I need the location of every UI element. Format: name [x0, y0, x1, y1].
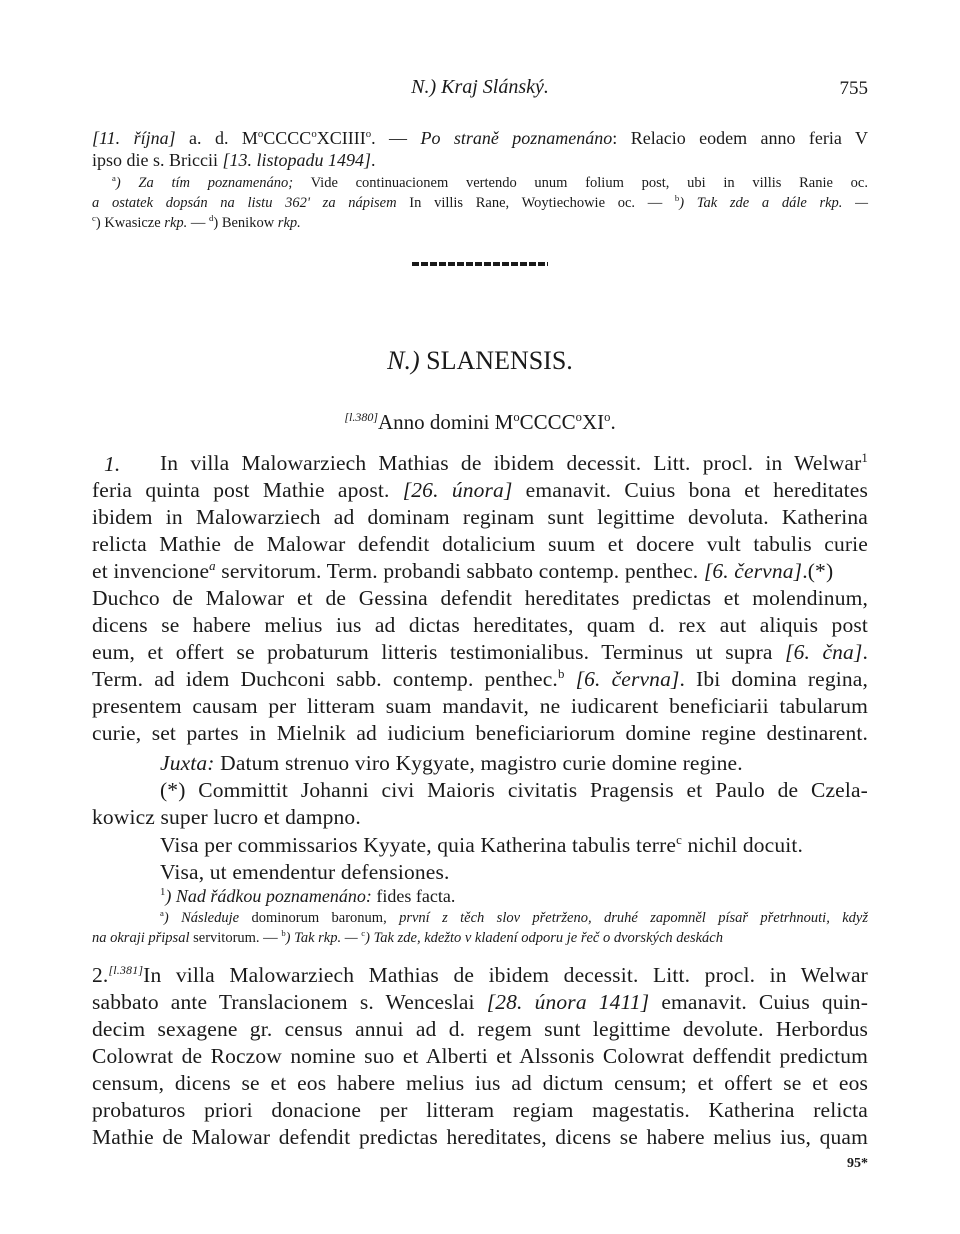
entry-2-line-4: Colowrat de Roczow nomine suo et Alberti et Alssonis Colowrat deffendit predictum: [92, 1044, 868, 1068]
section-separator: [412, 262, 548, 266]
prev-footnote-line-3: $^c$) Kwasicze rkp. — $^d$) Benikow rkp.: [92, 213, 301, 231]
prev-footnote-line-1: $^a$) Za tím poznamenáno; Vide continuacionem vertendo unum folium post, ubi in villis Ranie oc.: [112, 173, 868, 191]
entry-1-number: 1.: [104, 452, 121, 476]
entry-1-line-1: In villa Malowarziech Mathias de ibidem decessit. Litt. procl. in Welwar$^1$: [160, 450, 868, 475]
entry-1-line-8: eum, et offert se probaturum litteris testimonialibus. Terminus ut supra [6. čna].: [92, 640, 868, 664]
entry-2-line-3: decim sexagene gr. census annui ad d. regem sunt legittime devolute. Herbordus: [92, 1017, 868, 1041]
entry-1-line-5: et invencione$^a$ servitorum. Term. probandi sabbato contemp. penthec. [6. června].(*): [92, 558, 834, 583]
footnote-a-line-2: na okraji připsal servitorum. — $^b$) Tak rkp. — $^c$) Tak zde, kdežto v kladení odporu je řeč o dvorských deskách: [92, 928, 723, 946]
star-note-line-2: kowicz super lucro et dampno.: [92, 805, 361, 829]
footnote-a-line-1: $^a$) Následuje dominorum baronum, první z těch slov přetrženo, druhé zapomněl písař přetrhnouti, když: [160, 908, 868, 926]
footnote-1: $^1$) Nad řádkou poznamenáno: fides facta.: [160, 886, 456, 906]
entry-1-line-11: curie, set partes in Mielnik ad iudicium beneficiariorum domine regine destinarent.: [92, 721, 868, 745]
entry-1-line-2: feria quinta post Mathie apost. [26. února] emanavit. Cuius bona et hereditates: [92, 478, 868, 502]
prev-entry-line-1: [11. října] a. d. $M^oCCCC^oXCIIII^o$. — Po straně poznamenáno: Relacio eodem anno feria V: [92, 128, 868, 148]
prev-entry-line-2: ipso die s. Briccii [13. listopadu 1494].: [92, 150, 376, 170]
entry-1-line-9: Term. ad idem Duchconi sabb. contemp. penthec.$^b$ [6. června]. Ibi domina regina,: [92, 666, 868, 691]
entry-2-line-7: Mathie de Malowar defendit predictas hereditates, dicens se habere melius ius, quam: [92, 1125, 868, 1149]
section-title: N.) SLANENSIS.: [387, 346, 573, 375]
entry-1-line-6: Duchco de Malowar et de Gessina defendit hereditates predictas et molendinum,: [92, 586, 868, 610]
entry-2-line-2: sabbato ante Translacionem s. Wenceslai [28. února 1411] emanavit. Cuius quin-: [92, 990, 869, 1014]
entry-2-line-5: censum, dicens se et eos habere melius ius ad dictum censum; et offert se et eos: [92, 1071, 868, 1095]
visa-line-2: Visa, ut emendentur defensiones.: [160, 860, 450, 884]
signature-mark: 95*: [847, 1156, 868, 1171]
entry-2-line-1: 2.[l.381]In villa Malowarziech Mathias de ibidem decessit. Litt. procl. in Welwar: [92, 962, 868, 987]
visa-line-1: Visa per commissarios Kyyate, quia Katherina tabulis terre$^c$ nichil docuit.: [160, 832, 804, 857]
entry-1-line-3: ibidem in Malowarziech ad dominam reginam sunt legittime devoluta. Katherina: [92, 505, 868, 529]
entry-1-line-4: relicta Mathie de Malowar defendit dotalicium suum et docere vult tabulis curie: [92, 532, 868, 556]
entry-1-line-7: dicens se habere melius ius ad dictas hereditates, quam d. rex aut aliquis post: [92, 613, 868, 637]
juxta-line: Juxta: Datum strenuo viro Kygyate, magistro curie domine regine.: [160, 751, 743, 775]
entry-1-line-10: presentem causam per litteram suam mandavit, ne iudicarent beneficiarii tabularum: [92, 694, 868, 718]
entry-2-line-6: probaturos priori donacione per litteram regiam magestatis. Katherina relicta: [92, 1098, 868, 1122]
page-number: 755: [839, 78, 868, 99]
star-note-line-1: (*) Committit Johanni civi Maioris civitatis Pragensis et Paulo de Czela-: [160, 778, 868, 802]
anno-heading: [l.380]Anno domini $M^oCCCC^oXI^o$.: [344, 410, 616, 434]
prev-footnote-line-2: a ostatek dopsán na listu 362' za nápisem In villis Rane, Woytiechowie oc. — $^b$) Tak zde a dále rkp. —: [92, 193, 869, 211]
running-head: N.) Kraj Slánský.: [411, 76, 549, 98]
